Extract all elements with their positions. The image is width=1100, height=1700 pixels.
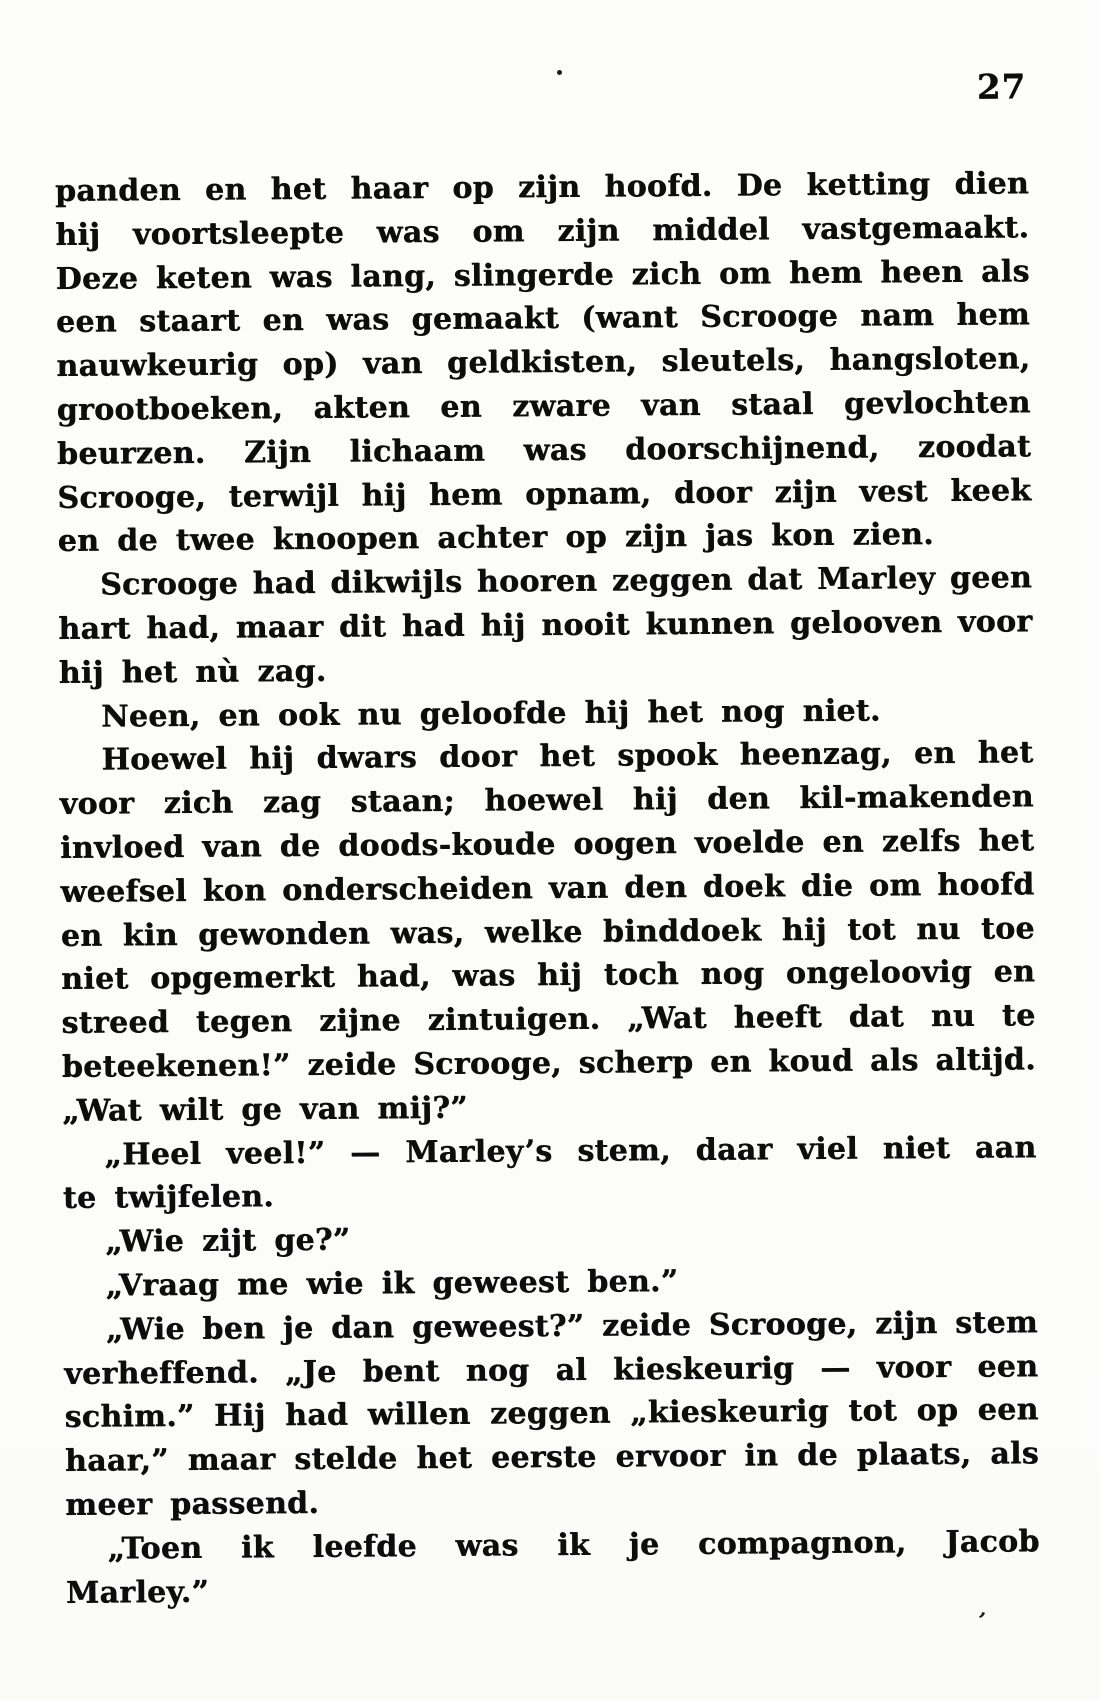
text-line: hij het nù zag. xyxy=(58,653,327,691)
text-line: panden en het haar op zijn hoofd. De ketting dien xyxy=(54,166,1030,209)
text-line: „Wat wilt ge van mij?” xyxy=(61,1090,468,1129)
text-line: nauwkeurig op) van geldkisten, sleutels, hangsloten, xyxy=(56,341,1031,385)
text-line: meer passend. xyxy=(65,1485,320,1523)
text-line: hart had, maar dit had hij nooit kunnen gelooven voor xyxy=(58,604,1033,647)
text-line: Scrooge, terwijl hij hem opnam, door zijn vest keek xyxy=(57,472,1032,516)
text-line: niet opgemerkt had, was hij toch nog ongeloovig en xyxy=(60,954,1036,998)
scan-dot-artifact xyxy=(557,70,562,75)
text-line: „Toen ik leefde was ik je compagnon, Jacob xyxy=(107,1523,1040,1567)
text-line: grootboeken, akten en zware van staal gevlochten xyxy=(56,385,1031,428)
page-number: 27 xyxy=(976,67,1027,108)
text-line: hij voortsleepte was om zijn middel vastgemaakt. xyxy=(55,209,1030,253)
text-line: „Heel veel!” — Marley’s stem, daar viel niet aan xyxy=(104,1129,1037,1172)
text-line: streed tegen zijne zintuigen. „Wat heeft dat nu te xyxy=(61,998,1036,1041)
page-text xyxy=(55,162,1040,1615)
text-line: Neen, en ook nu geloofde hij het nog niet. xyxy=(100,692,881,735)
text-line: Hoewel hij dwars door het spook heenzag, en het xyxy=(101,735,1034,778)
text-line: haar,” maar stelde het eerste ervoor in de plaats, als xyxy=(64,1436,1039,1479)
text-line: een staart en was gemaakt (want Scrooge nam hem xyxy=(55,297,1031,341)
text-line: „Vraag me wie ik geweest ben.” xyxy=(105,1263,679,1304)
text-line: Scrooge had dikwijls hooren zeggen dat Marley geen xyxy=(99,560,1033,603)
text-line: Marley.” xyxy=(65,1574,210,1611)
text-line: beteekenen!” zeide Scrooge, scherp en koud als altijd. xyxy=(61,1042,1036,1085)
text-line: schim.” Hij had willen zeggen „kieskeurig tot op een xyxy=(64,1392,1039,1436)
text-line: voor zich zag staan; hoewel hij den kil-makenden xyxy=(59,779,1034,822)
text-line: Deze keten was lang, slingerde zich om hem heen als xyxy=(55,253,1030,297)
page-content xyxy=(54,67,1040,1615)
text-line: te twijfelen. xyxy=(62,1179,275,1217)
text-line: beurzen. Zijn lichaam was doorschijnend, zoodat xyxy=(56,428,1032,472)
text-line: en de twee knoopen achter op zijn jas kon zien. xyxy=(57,517,934,560)
text-line: „Wie ben je dan geweest?” zeide Scrooge, zijn stem xyxy=(105,1304,1038,1348)
text-line: invloed van de doods-koude oogen voelde en zelfs het xyxy=(59,823,1035,866)
text-line: „Wie zijt ge?” xyxy=(105,1222,351,1260)
text-line: en kin gewonden was, welke binddoek hij tot nu toe xyxy=(60,910,1035,954)
text-line: verheffend. „Je bent nog al kieskeurig — voor een xyxy=(64,1348,1039,1392)
text-line: weefsel kon onderscheiden van den doek die om hoofd xyxy=(60,866,1035,910)
scan-mark-artifact: ’ xyxy=(973,1607,988,1635)
